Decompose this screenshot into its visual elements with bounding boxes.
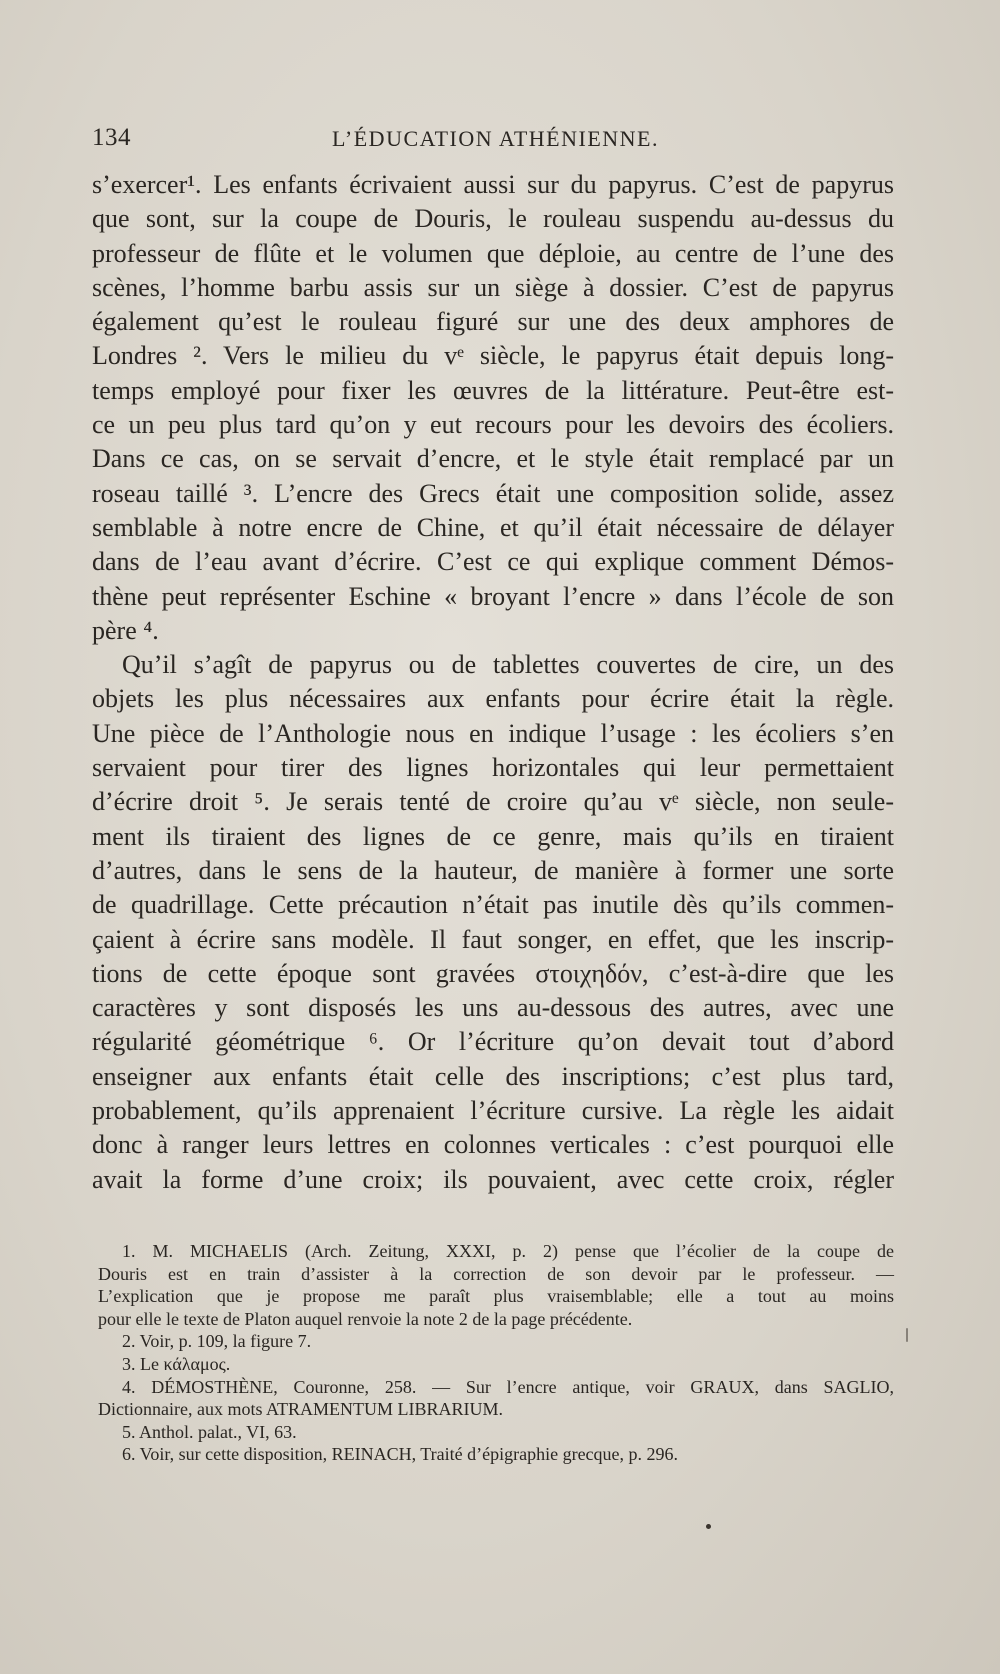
body-line: régularité géométrique ⁶. Or l’écriture qu’on devait tout d’abord: [92, 1027, 894, 1057]
footnote-line: 6. Voir, sur cette disposition, REINACH, Traité d’épigraphie grecque, p. 296.: [122, 1444, 679, 1465]
body-line: scènes, l’homme barbu assis sur un siège à dossier. C’est de papyrus: [92, 272, 894, 302]
body-line: Dans ce cas, on se servait d’encre, et le style était remplacé par un: [92, 444, 894, 474]
body-line: çaient à écrire sans modèle. Il faut songer, en effet, que les inscrip-: [92, 924, 894, 954]
footnote-line: 4. DÉMOSTHÈNE, Couronne, 258. — Sur l’encre antique, voir GRAUX, dans SAGLIO,: [122, 1376, 894, 1397]
body-line: temps employé pour fixer les œuvres de la littérature. Peut-être est-: [92, 375, 894, 405]
body-line: thène peut représenter Eschine « broyant l’encre » dans l’école de son: [92, 581, 894, 611]
body-line: roseau taillé ³. L’encre des Grecs était une composition solide, assez: [92, 478, 894, 508]
body-line: caractères y sont disposés les uns au-dessous des autres, avec une: [92, 993, 894, 1023]
paragraph-first-line: Qu’il s’agît de papyrus ou de tablettes couvertes de cire, un des: [122, 650, 894, 680]
body-line: ment ils tiraient des lignes de ce genre, mais qu’ils en tiraient: [92, 821, 894, 851]
footnote-line: Douris est en train d’assister à la correction de son devoir par le professeur. —: [98, 1263, 894, 1284]
footnote-line: 3. Le κάλαμος.: [122, 1353, 231, 1374]
footnote-line: 5. Anthol. palat., VI, 63.: [122, 1421, 297, 1442]
body-line: Londres ². Vers le milieu du vᵉ siècle, le papyrus était depuis long-: [92, 341, 894, 371]
footnote-line: Dictionnaire, aux mots ATRAMENTUM LIBRARIUM.: [98, 1399, 503, 1420]
body-line: père ⁴.: [92, 615, 159, 645]
ink-speck: [706, 1524, 711, 1529]
footnote-line: pour elle le texte de Platon auquel renvoie la note 2 de la page précédente.: [98, 1308, 633, 1329]
body-line: s’exercer¹. Les enfants écrivaient aussi sur du papyrus. C’est de papyrus: [92, 170, 894, 199]
footnote-line: 1. M. MICHAELIS (Arch. Zeitung, XXXI, p. 2) pense que l’écolier de la coupe de: [122, 1241, 894, 1261]
body-line: donc à ranger leurs lettres en colonnes verticales : c’est pourquoi elle: [92, 1130, 894, 1160]
body-line: tions de cette époque sont gravées στοιχηδόν, c’est-à-dire que les: [92, 958, 894, 988]
body-line: professeur de flûte et le volumen que déploie, au centre de l’une des: [92, 238, 894, 268]
running-title: L’ÉDUCATION ATHÉNIENNE.: [332, 126, 659, 151]
body-line: ce un peu plus tard qu’on y eut recours pour les devoirs des écoliers.: [92, 410, 894, 440]
body-line: avait la forme d’une croix; ils pouvaient, avec cette croix, régler: [92, 1164, 894, 1194]
body-line: d’autres, dans le sens de la hauteur, de manière à former une sorte: [92, 855, 894, 885]
body-line: Une pièce de l’Anthologie nous en indique l’usage : les écoliers s’en: [92, 718, 894, 748]
body-line: de quadrillage. Cette précaution n’était pas inutile dès qu’ils commen-: [92, 890, 894, 920]
body-line: objets les plus nécessaires aux enfants pour écrire était la règle.: [92, 684, 894, 714]
body-line: d’écrire droit ⁵. Je serais tenté de croire qu’au vᵉ siècle, non seule-: [92, 787, 894, 817]
footnotes: [98, 1240, 894, 1466]
body-line: semblable à notre encre de Chine, et qu’il était nécessaire de délayer: [92, 512, 894, 542]
running-head: [92, 124, 892, 154]
body-line: que sont, sur la coupe de Douris, le rouleau suspendu au-dessus du: [92, 204, 894, 234]
ink-speck: [906, 1328, 908, 1342]
page-number: 134: [92, 124, 131, 151]
body-line: également qu’est le rouleau figuré sur une des deux amphores de: [92, 307, 894, 337]
footnote-line: 2. Voir, p. 109, la figure 7.: [122, 1331, 312, 1352]
footnote-line: L’explication que je propose me paraît plus vraisemblable; elle a tout au moins: [98, 1286, 894, 1307]
body-line: enseigner aux enfants était celle des inscriptions; c’est plus tard,: [92, 1061, 894, 1091]
body-line: dans de l’eau avant d’écrire. C’est ce qui explique comment Démos-: [92, 547, 894, 577]
body-line: servaient pour tirer des lignes horizontales qui leur permettaient: [92, 753, 894, 783]
body-line: probablement, qu’ils apprenaient l’écriture cursive. La règle les aidait: [92, 1096, 894, 1126]
body-text: [92, 168, 894, 1197]
